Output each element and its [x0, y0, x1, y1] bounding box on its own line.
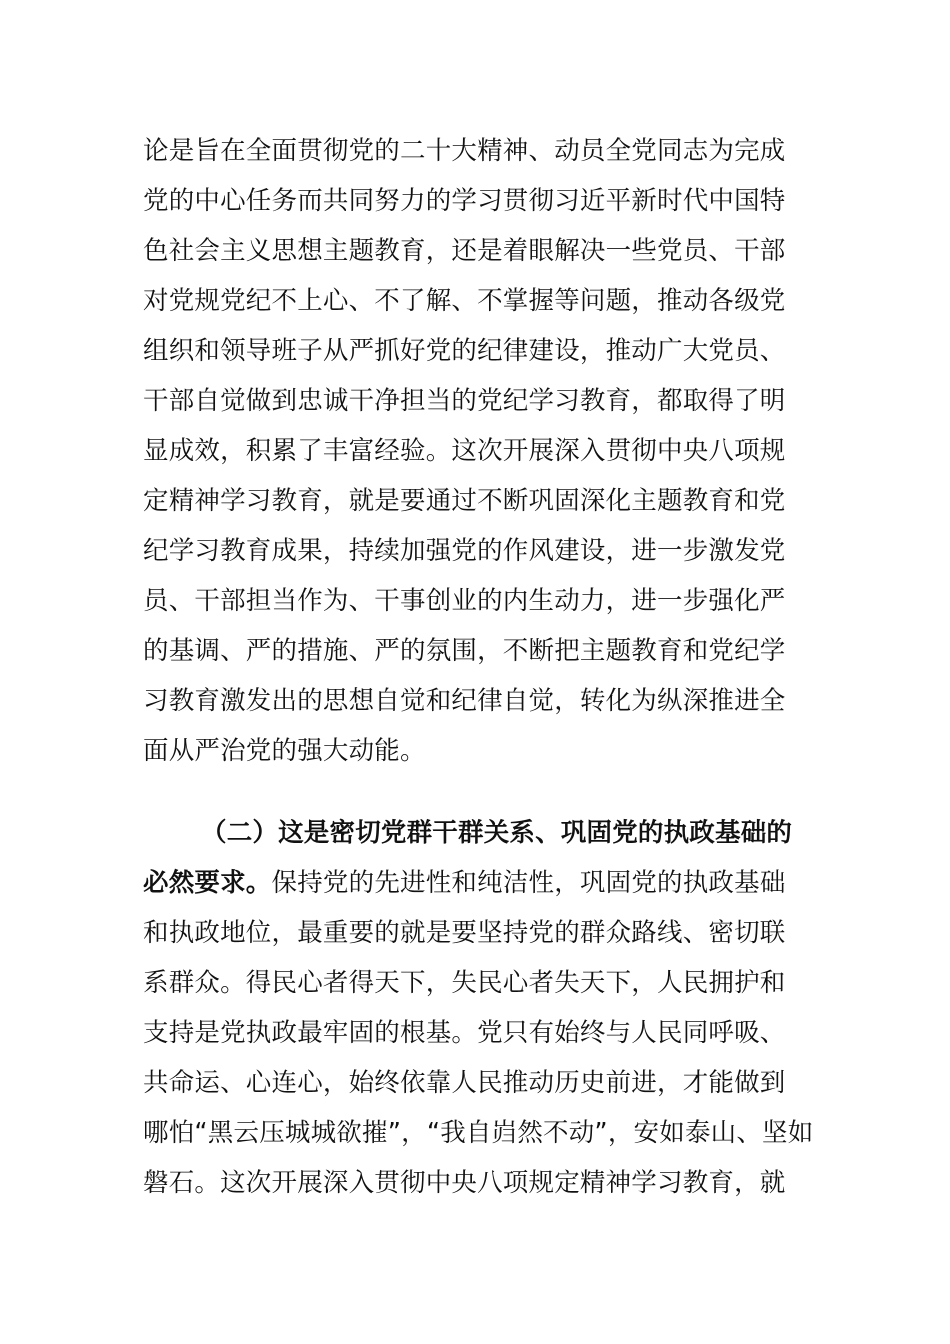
text-line: 支持是党执政最牢固的根基。党只有始终与人民同呼吸、 [143, 1018, 786, 1048]
text-line: 员、干部担当作为、干事创业的内生动力，进一步强化严 [143, 586, 786, 616]
text-line: 面从严治党的强大动能。 [143, 736, 426, 766]
section-heading-continuation: 必然要求。 [143, 868, 272, 898]
paragraph-1 [143, 126, 803, 776]
text-line: 系群众。得民心者得天下，失民心者失天下，人民拥护和 [143, 968, 786, 998]
text-line: 党的中心任务而共同努力的学习贯彻习近平新时代中国特 [143, 186, 786, 216]
text-line: 定精神学习教育，就是要通过不断巩固深化主题教育和党 [143, 486, 786, 516]
text-line: 共命运、心连心，始终依靠人民推动历史前进，才能做到 [143, 1068, 786, 1098]
text-line: 论是旨在全面贯彻党的二十大精神、动员全党同志为完成 [143, 136, 786, 166]
text-line: 对党规党纪不上心、不了解、不掌握等问题，推动各级党 [143, 286, 786, 316]
text-line: 习教育激发出的思想自觉和纪律自觉，转化为纵深推进全 [143, 686, 786, 716]
text-line: 的基调、严的措施、严的氛围，不断把主题教育和党纪学 [143, 636, 786, 666]
text-line: 色社会主义思想主题教育，还是着眼解决一些党员、干部 [143, 236, 786, 266]
text-line: 哪怕“黑云压城城欲摧”，“我自岿然不动”，安如泰山、坚如 [143, 1118, 814, 1148]
text-line: 干部自觉做到忠诚干净担当的党纪学习教育，都取得了明 [143, 386, 786, 416]
text-line-rest: 保持党的先进性和纯洁性，巩固党的执政基础 [271, 868, 786, 898]
text-line: 组织和领导班子从严抓好党的纪律建设，推动广大党员、 [143, 336, 786, 366]
section-heading-line: （二）这是密切党群干群关系、巩固党的执政基础的 [201, 818, 793, 848]
text-line: 磐石。这次开展深入贯彻中央八项规定精神学习教育，就 [143, 1168, 786, 1198]
text-line: 和执政地位，最重要的就是要坚持党的群众路线、密切联 [143, 918, 786, 948]
text-line: 显成效，积累了丰富经验。这次开展深入贯彻中央八项规 [143, 436, 786, 466]
text-line: 纪学习教育成果，持续加强党的作风建设，进一步激发党 [143, 536, 786, 566]
paragraph-2 [143, 808, 814, 1208]
text-line [143, 858, 803, 908]
